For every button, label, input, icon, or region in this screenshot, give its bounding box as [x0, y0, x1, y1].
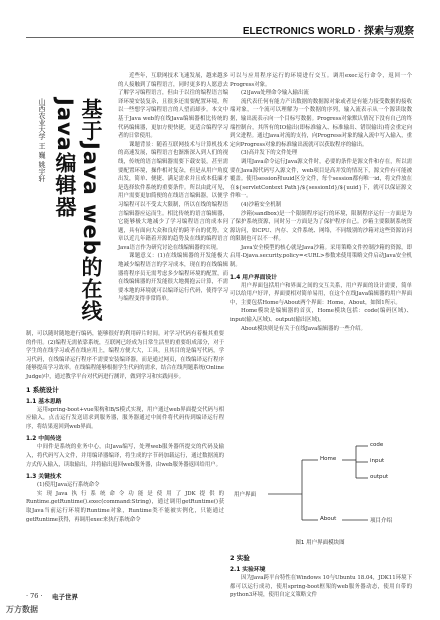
- paragraph: (3)高并发下的文件处理: [241, 150, 298, 157]
- header-rule: [26, 37, 414, 38]
- section-heading: 2 实验: [230, 554, 250, 562]
- subsection-heading: 1.1 基本思路: [26, 398, 62, 405]
- paragraph: (4)沙箱安全机制: [241, 201, 281, 208]
- article-title: 基于Java web的在线Java编辑器: [53, 98, 103, 322]
- header-title: ELECTRONICS WORLD · 探索与观察: [242, 26, 414, 37]
- article-authors: 山西农业大学 王 巍 姚宇轩: [38, 98, 46, 182]
- subsection-heading: 1.4 用户界面设计: [230, 274, 278, 281]
- paragraph: About模块则是有关于在线Java编辑器的一些介绍。: [241, 325, 366, 332]
- page-number: · 76 ·: [26, 592, 43, 600]
- paragraph: 调用Java命令运行Java源文件时，必要的条件是源文件和存在，所以需要在Java源代码写入源文件，web项目是高并发的情况下，源文件有可能被覆盖。使用session和uuid区分文件，每个session都有唯一id，将文件放在在${servletContext Path}/${sessionId}/${uuid}下，就可以保证源文件唯一。: [230, 158, 412, 200]
- subsection-heading: 1.3 关键技术: [26, 474, 62, 481]
- section-heading: 1 系统设计: [26, 385, 59, 394]
- paragraph: 流代表任何有能力产出数据的数据源对象或者是有能力接受数据的接收端对象，一个流可以理解为一个数据的序列，输入流表示从一个源读取数据，输出流表示向一个目标写数据。Progress对象默认情况下没有自己的终端控制台，其所有的IO输出(即标准输入、标准输出、错误输出)将会重定向到父进程。通过Java对流的支持，向Progress对象的输入流中写入输入，重定向Progress对象的标准输出流就可以获取程序的输出。: [230, 98, 412, 148]
- page-footer: [26, 592, 426, 606]
- paragraph: 因为Java跨平台特性在Windows 10与Ubuntu 18.04，JDK11环境下都可以运行成功，使用spring-boot框架的web服务器动态，使用自带的python3环境，使用自定义策略文件: [230, 575, 412, 599]
- diagram-node-input: input: [370, 458, 385, 464]
- paragraph: (1)使用Java运行系统命令: [37, 482, 100, 489]
- subsection-heading: 1.2 中间传送: [26, 436, 62, 443]
- paragraph: 课题背景：随着互联网技术与计算机技术的高速发展，编程语言也渐渐深入到人们的视线，传统的语言编辑器需要下载安装，甚至需要配置环境，操作相对复杂，但是从用户角度出发，简单、便捷、满足需求并且成本低廉才是选择软件系统的重要条件。所以由此可见，用户需要更加简便的在线语言编辑器，以便学习编程可以不受太大限制，所以在线的编程语言编辑器应运而生。相比传统的语言编辑器，它能够极大地减少了学习编程语言的成本问题，具有面向大众和良好的跨平台的优势。文章以近几年籍着开源的趋势及在线的编程语言Java语言作为研究讨论在线编辑器的实现。: [118, 141, 228, 251]
- figure-caption: 图1 用户界面模块图: [295, 540, 345, 546]
- diagram-node-about: About: [320, 516, 337, 522]
- article-title-block: [34, 98, 106, 328]
- paragraph: 中间件是系统的业务中心，由Java编写，处理web服务器所提交的代码及输入，将代码写入文件，并用编译器编译，将生成的字节码加载运行，通过数据流的方式传入输入，读取输出，并将输出返回web服务器，由web服务器返回给用户。: [26, 444, 224, 468]
- subsection-heading: 2.1 实验环境: [230, 567, 266, 573]
- paragraph: (2)Java处理命令输入输出流: [241, 90, 309, 97]
- paragraph: 实现Java执行系统命令功能是使用了JDK提供的Runtime.getRuntime().exec(command:String)，通过调用getRuntime()获取Java当前运行环境的Runtime对象，Runtime类不能被实例化，只能通过getRuntime获得，再调用exec来执行系统命令: [26, 490, 224, 523]
- paragraph: 制，可以随时随地进行编码，能够很好的利用碎片时间。对学习代码有着极其重要的作用。(2)编程无需依靠系统，互联网已经成为日常生活里的重要组成部分，对于学生的在线学习或者在线应用上，编程方便大大，工具，且其目的是编写代码，学习代码，在线编译运行程序不需要安装编译器，而是通过网页，在线编译运行程序能够提高学习效率。在线编程能够根据学生代码的需求，结合在线判题系统(Online Judge)中，通过教学平台对代码进行测评，做到学习和实践同步。: [26, 331, 224, 380]
- paragraph: Java安全模型的核心就是Java沙箱。采用策略文件控制沙箱的资源，即启用-Djava.security.policy=<URL>参数来使用策略文件启动Java安全机制。: [230, 244, 412, 269]
- paragraph: 用户界面包括用户和界面之间的交互关系，用户界面的设计需要，简单可以给用户好评，界面要相对简单易用，在这个在线Java编辑器的用户界面中，主要包括Home与About两个界面：Home，About，如图1所示。: [230, 282, 412, 306]
- paragraph: 近些年，互联网技术飞速发展，越来越多的人接触到了编程语言，同时更多的人愿意去了解学习编程语言，但由于以往的编程语言编译环境安装复杂，且很多还需要配置环境，所以一些想学习编程语言的人望而却步。本文中基于Java web的在线Java编辑器相比传统的代码编辑器，更加方便快捷，更适合编程学习者的日常使用。: [118, 73, 228, 140]
- diagram-node-root: 用户界面: [234, 492, 257, 498]
- watermark: 万方数据: [6, 605, 38, 614]
- column-right-bottom: [230, 550, 412, 599]
- paragraph: 沙箱(sandbox)是一个限制程序运行的环境，限制程序运行一方面是为了保护系统资源，同时另一方面是为了保护程序自己。沙箱主要限制系统资源访问，如CPU、内存、文件系统、网络，不同级别的沙箱对这些资源访问的限制也可以不一样。: [230, 210, 412, 243]
- paragraph: 课题意义：(1)在线编辑器的开发能极大地减少编程语言的学习成本，现在的在线编辑器将程序员无需考虑多少编程环境的配置，而在线编辑器的开发能很大地拥抱云计算，不需要本地的环境就可以编译运行代码，使得学习与编程变得非常简单。: [118, 253, 228, 303]
- paragraph: 运用spring-boot+vue架构和B/S模式实现，用户通过web界面提交代码与相应输入，点击运行发送请求到服务器，服务器通过中间件将代码传到编译运行程序，将结果返回到web界面。: [26, 406, 224, 430]
- paragraph: 可以与应用程序运行的环境进行交互。调用exec运行命令，返回一个Progress对象。: [230, 73, 412, 88]
- column-right-top: [118, 72, 228, 303]
- diagram-node-code: code: [370, 442, 384, 448]
- column-right-mid: [230, 72, 412, 333]
- figure-module-diagram: [230, 438, 410, 546]
- diagram-node-intro: 项目介绍: [370, 518, 393, 524]
- journal-name: 电子世界: [52, 593, 78, 601]
- diagram-node-output: output: [370, 474, 389, 480]
- paragraph: Home模块是编辑器的首页，Home模块包括：code(编码区域)、input(输入区域)、output(输出区域)。: [230, 308, 412, 324]
- page-header: [0, 0, 440, 40]
- column-left-bottom: [26, 330, 224, 524]
- diagram-node-home: Home: [320, 456, 337, 462]
